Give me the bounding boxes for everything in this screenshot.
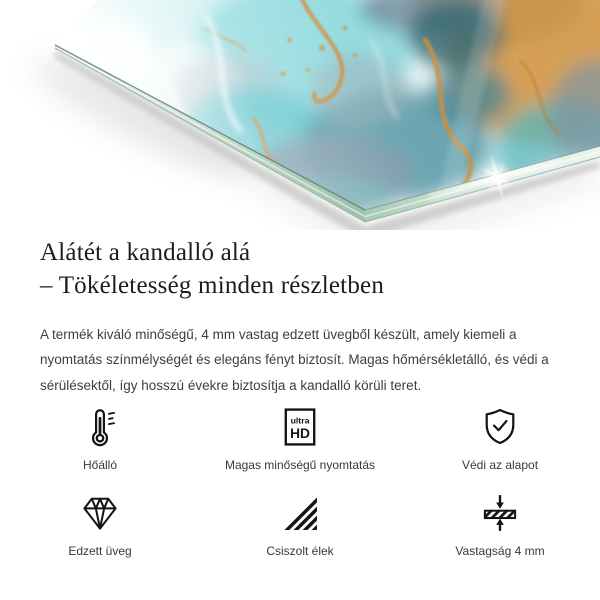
- ultra-hd-badge-top: ultra: [290, 415, 310, 426]
- product-description: A termék kiváló minőségű, 4 mm vastag edzett üvegből készült, amely kiemeli a nyomtatás színmélységét és elegáns fényt biztosít. Magas hőmérsékletálló, és védi a sérülésektől, így hosszú évekre biztosítja a kandalló körüli teret.: [40, 326, 549, 393]
- feature-label: Edzett üveg: [68, 544, 132, 558]
- feature-label: Hőálló: [82, 458, 118, 472]
- ultra-hd-icon: [278, 405, 322, 449]
- feature-label: Csiszolt élek: [266, 544, 334, 558]
- polished-edge-icon: [278, 491, 322, 535]
- feature-grid: [0, 398, 600, 570]
- glass-panel-illustration: [0, 0, 600, 230]
- feature-label: Magas minőségű nyomtatás: [224, 458, 376, 472]
- feature-label: Vastagság 4 mm: [455, 544, 545, 558]
- thickness-icon: [478, 491, 522, 535]
- page-title-line1: Alátét a kandalló alá: [40, 239, 251, 266]
- feature-label: Védi az alapot: [461, 458, 539, 472]
- ultra-hd-badge-bottom: HD: [290, 426, 310, 441]
- feature-print-quality: [200, 398, 400, 484]
- feature-protects-base: [400, 398, 600, 484]
- feature-tempered-glass: [0, 484, 200, 570]
- feature-polished-edges: [200, 484, 400, 570]
- feature-thickness: [400, 484, 600, 570]
- page-title-line2: – Tökéletesség minden részletben: [40, 272, 385, 299]
- thermometer-icon: [78, 405, 122, 449]
- feature-heat-resistant: [0, 398, 200, 484]
- diamond-icon: [78, 491, 122, 535]
- shield-check-icon: [478, 405, 522, 449]
- page-title: [40, 236, 560, 302]
- product-image: [0, 0, 600, 230]
